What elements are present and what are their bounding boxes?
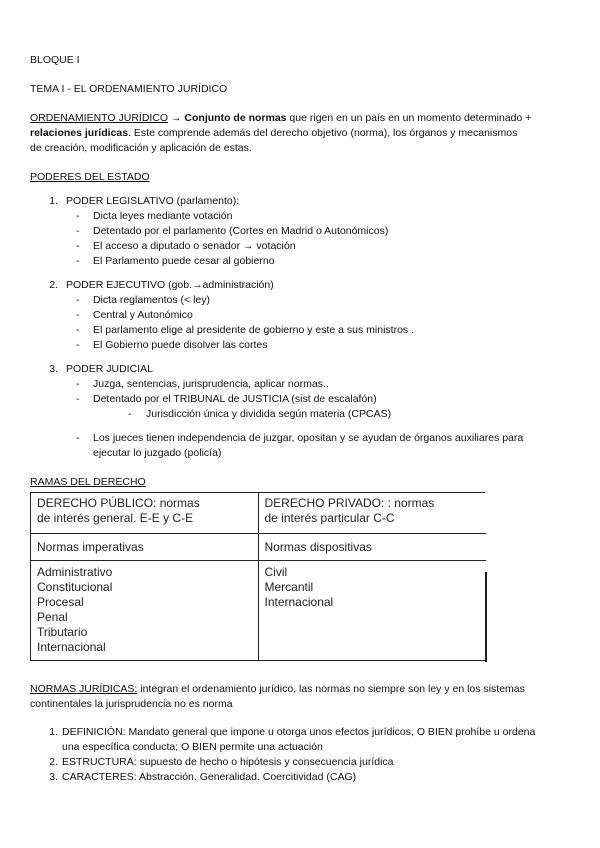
- publico-tipo-cell: Normas imperativas: [31, 534, 259, 561]
- bullet-item-continuation: ejecutar lo juzgado (policía): [93, 447, 222, 459]
- list-item: Mercantil: [264, 580, 314, 594]
- intro-text-1: que rigen en un país en un momento determinado +: [286, 112, 532, 124]
- topic-title: TEMA I - EL ORDENAMIENTO JURÍDICO: [30, 83, 228, 95]
- normas-term: NORMAS JURÍDICAS:: [30, 683, 138, 695]
- list-number: 3.: [49, 363, 58, 375]
- poder-title: PODER JUDICIAL: [66, 363, 153, 375]
- list-number: 2.: [49, 279, 58, 291]
- ramas-heading: RAMAS DEL DERECHO: [30, 476, 146, 488]
- list-item: Penal: [37, 610, 68, 624]
- normas-item-continuation: una específica conducta; O BIEN permite una actuación: [62, 741, 323, 753]
- list-item: Constitucional: [37, 580, 113, 594]
- list-item: Administrativo: [37, 565, 113, 579]
- normas-line-1: [30, 682, 525, 696]
- block-title: BLOQUE I: [30, 54, 80, 66]
- list-item: Tributario: [37, 625, 88, 639]
- privado-tipo-cell: Normas dispositivas: [258, 534, 486, 561]
- normas-line-2: continentales la jurisprudencia no es norma: [30, 698, 233, 710]
- list-item: Procesal: [37, 595, 84, 609]
- poderes-heading: PODERES DEL ESTADO: [30, 171, 150, 183]
- list-item: Internacional: [37, 640, 106, 654]
- intro-text-2: . Este comprende además del derecho objetivo (norma), los órganos y mecanismos: [128, 127, 518, 139]
- normas-text-1: integran el ordenamiento jurídico, las normas no siempre son ley y en los sistemas: [137, 683, 525, 695]
- poder-title: PODER LEGISLATIVO (parlamento):: [66, 195, 240, 207]
- intro-term: ORDENAMIENTO JURÍDICO: [30, 112, 169, 124]
- ramas-table: [30, 492, 486, 661]
- intro-line-1: [30, 111, 531, 125]
- intro-line-2: [30, 126, 517, 140]
- intro-bold-2: relaciones jurídicas: [30, 127, 129, 139]
- derecho-privado-header: DERECHO PRIVADO: : normas de interés particular C-C: [258, 493, 486, 534]
- intro-bold-1: Conjunto de normas: [184, 112, 287, 124]
- list-number: 1.: [49, 195, 58, 207]
- publico-ramas-list: [31, 561, 259, 661]
- table-edge-line: [485, 572, 487, 662]
- table-row: [31, 561, 486, 661]
- list-item: Internacional: [264, 595, 334, 609]
- privado-ramas-list: [258, 561, 486, 661]
- intro-arrow: →: [168, 112, 185, 124]
- list-item: Civil: [264, 565, 288, 579]
- derecho-publico-header: DERECHO PÚBLICO: normas de interés general. E-E y C-E: [31, 493, 259, 534]
- table-row: [31, 534, 486, 561]
- poder-title: PODER EJECUTIVO (gob.→administración): [66, 279, 274, 291]
- intro-line-3: de creación, modificación y aplicación de estas.: [30, 142, 252, 154]
- table-row: [31, 493, 486, 534]
